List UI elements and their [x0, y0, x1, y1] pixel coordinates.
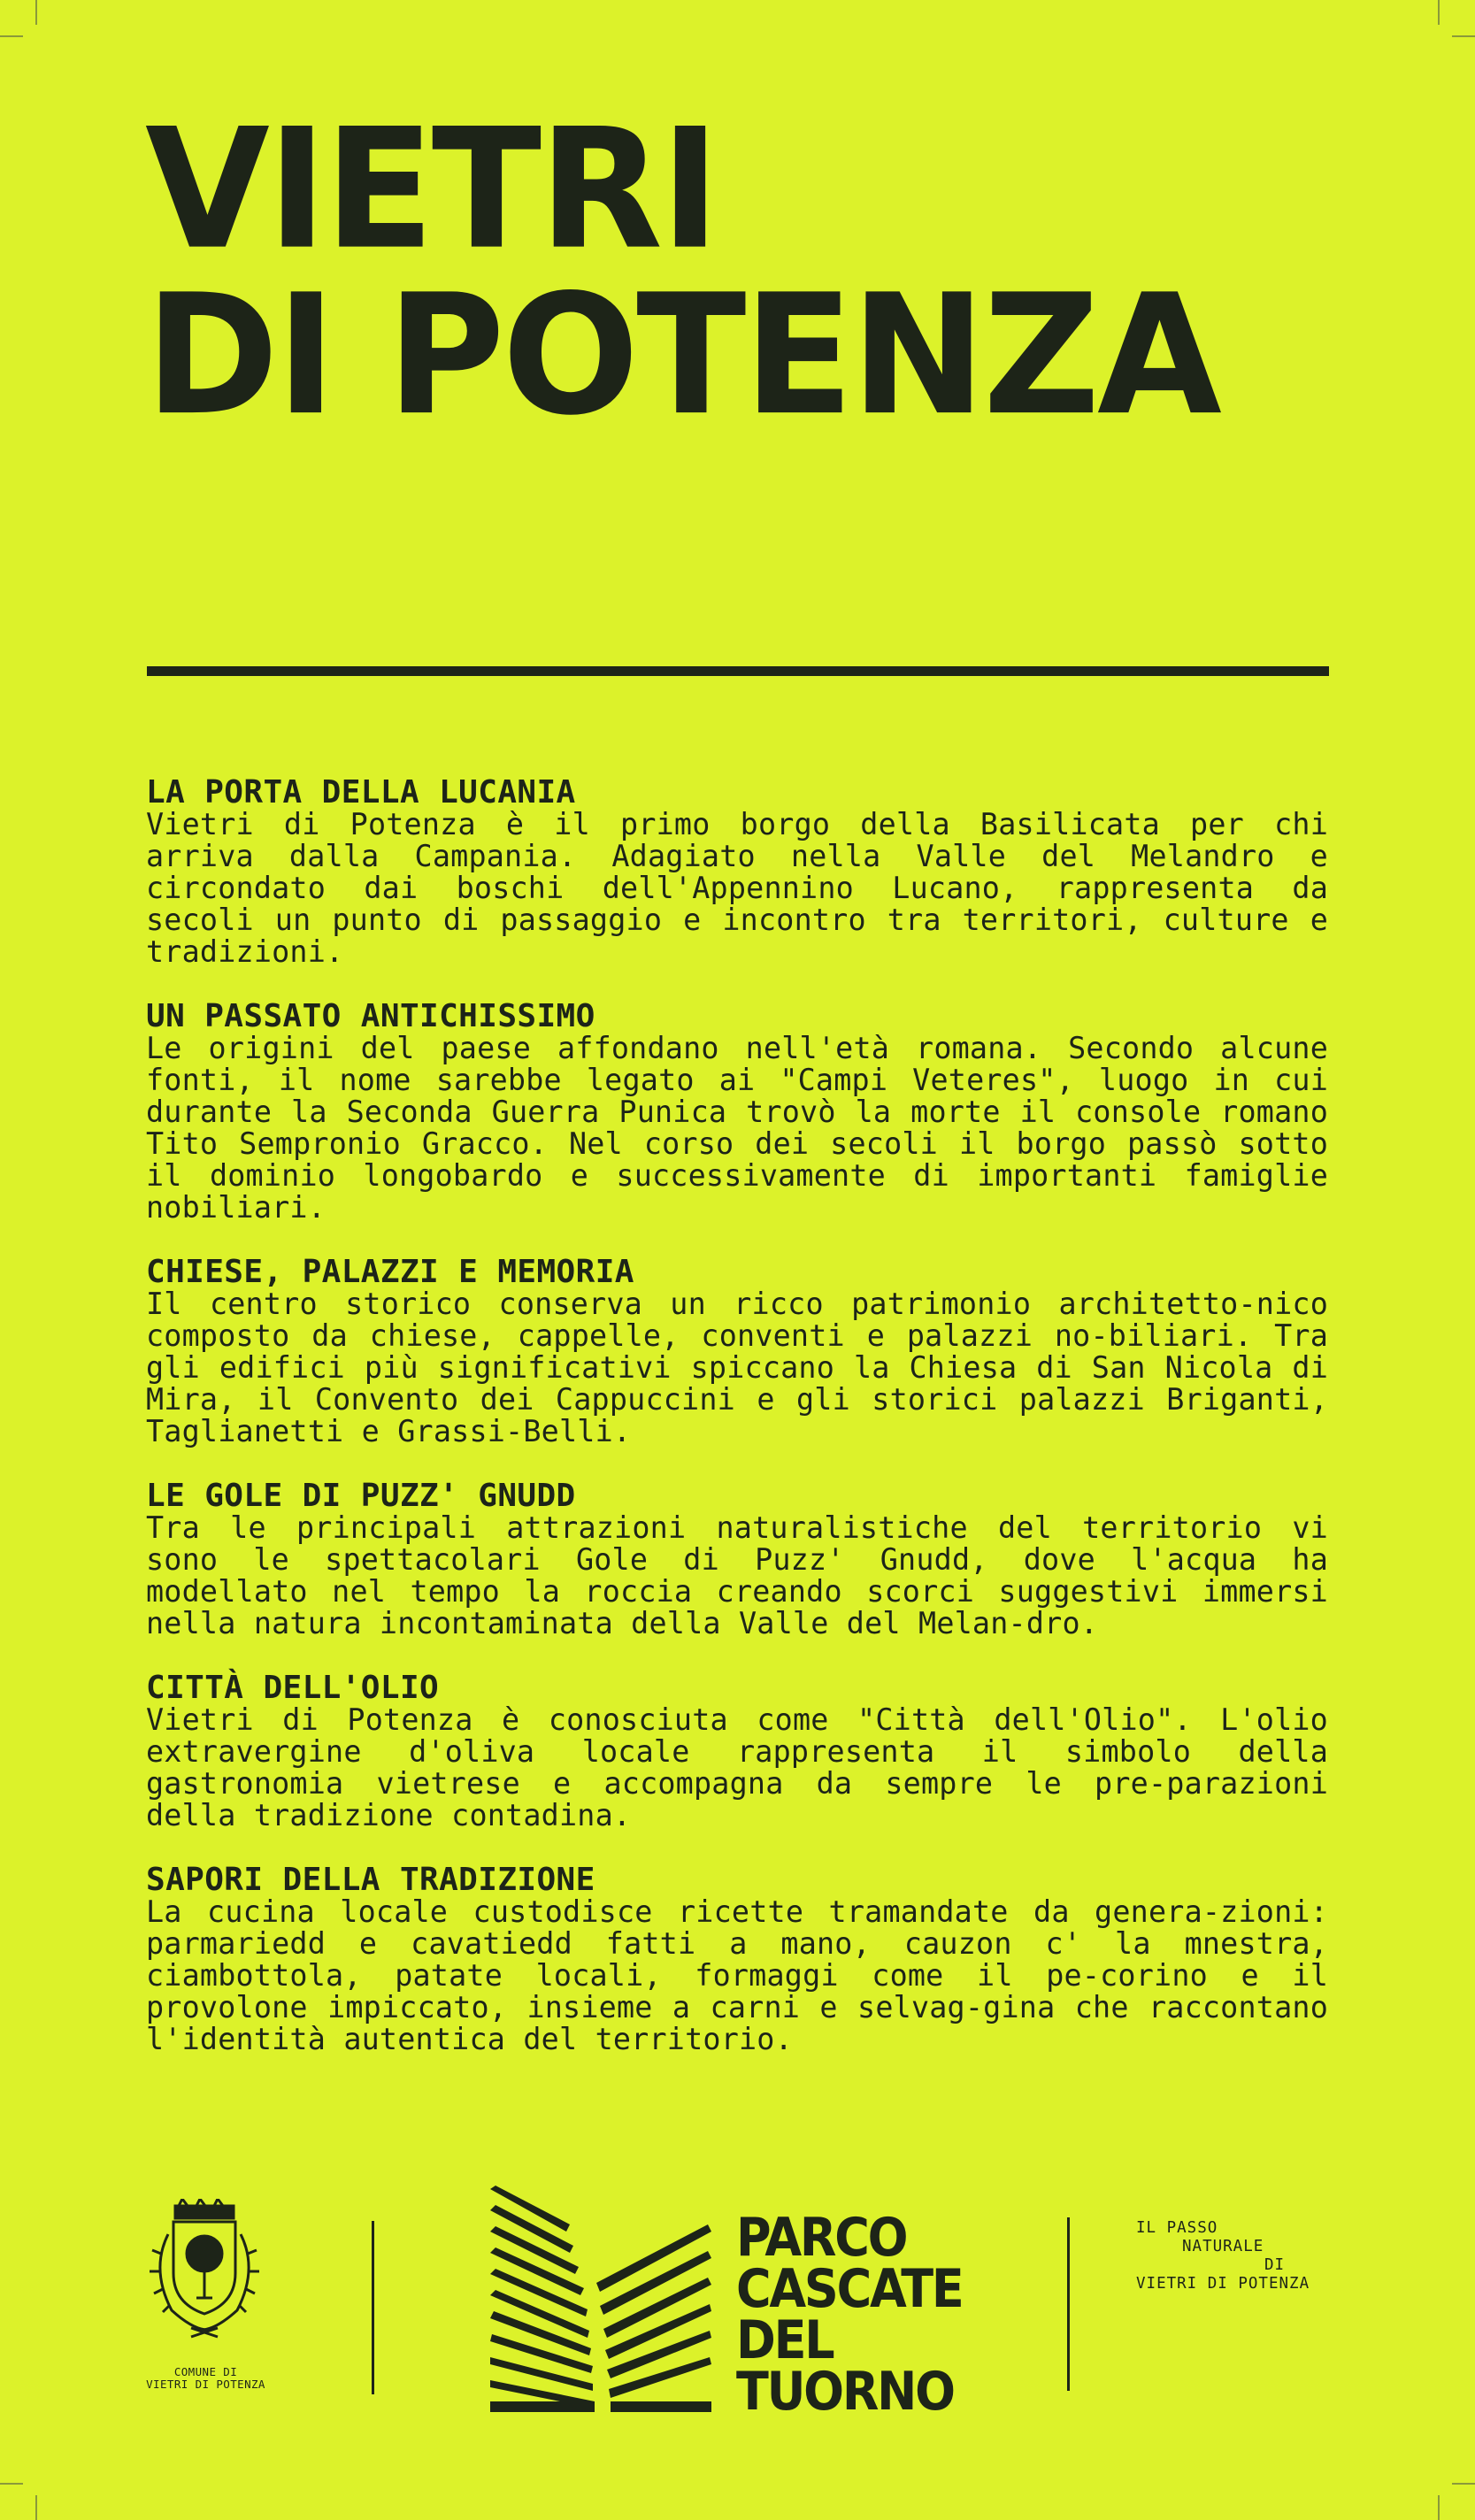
- title-divider: [147, 666, 1329, 676]
- park-name-line: DEL: [736, 2309, 834, 2371]
- section-heading: UN PASSATO ANTICHISSIMO: [146, 998, 595, 1034]
- crop-mark: [35, 2495, 37, 2520]
- tagline-line: VIETRI DI POTENZA: [1136, 2275, 1310, 2293]
- section-gole: [146, 1480, 1328, 1640]
- tagline-line: NATURALE: [1182, 2238, 1264, 2255]
- section-porta-lucania: [146, 774, 1328, 969]
- section-heading: LA PORTA DELLA LUCANIA: [146, 774, 576, 811]
- crop-mark: [1452, 2483, 1475, 2485]
- park-name-line: PARCO: [736, 2207, 907, 2269]
- title-line: DI POTENZA: [145, 258, 1219, 452]
- caption-line: COMUNE DI: [173, 2365, 238, 2378]
- section-body: Le origini del paese affondano nell'età romana. Secondo alcune fonti, il nome sarebbe legato ai "Campi Veteres", luogo in cui durante la Seconda Guerra Punica trovò la morte il console romano Tito Sempronio Gracco. Nel corso dei secoli il borgo passò sotto il dominio longobardo e successivamente di importanti famiglie nobiliari.: [146, 1031, 1328, 1225]
- content-sections: [146, 774, 1328, 2088]
- section-body: Vietri di Potenza è il primo borgo della Basilicata per chi arriva dalla Campania. Adagiato nella Valle del Melandro e circondato dai boschi dell'Appennino Lucano, rappresenta da secoli un punto di passaggio e incontro tra territori, culture e tradizioni.: [146, 807, 1328, 969]
- section-body: Tra le principali attrazioni naturalistiche del territorio vi sono le spettacolari Gole di Puzz' Gnudd, dove l'acqua ha modellato nel tempo la roccia creando scorci suggestivi immersi nella natura incontaminata della Valle del Melan-dro.: [146, 1510, 1328, 1640]
- section-heading: CHIESE, PALAZZI E MEMORIA: [146, 1254, 634, 1290]
- section-passato: [146, 998, 1328, 1225]
- park-name-line: TUORNO: [736, 2361, 954, 2423]
- tagline-line: DI: [1264, 2256, 1286, 2274]
- coat-of-arms-caption: [124, 2366, 288, 2391]
- section-body: Vietri di Potenza è conosciuta come "Città dell'Olio". L'olio extravergine d'oliva locale rappresenta il simbolo della gastronomia vietrese e accompagna da sempre le pre-parazioni della tradizione contadina.: [146, 1702, 1328, 1832]
- caption-line: VIETRI DI POTENZA: [146, 2378, 265, 2391]
- section-body: La cucina locale custodisce ricette tramandate da genera-zioni: parmariedd e cavatiedd fatti a mano, cauzon c' la mnestra, ciambottola, patate locali, formaggi come il pe-corino e il provolone impiccato, insieme a carni e selvag-gina che raccontano l'identità autentica del territorio.: [146, 1894, 1328, 2056]
- cascade-stripes-logo-icon: [487, 2186, 717, 2417]
- crop-mark: [0, 2483, 23, 2485]
- title-line: VIETRI: [145, 92, 718, 286]
- tagline-line: IL PASSO: [1136, 2219, 1218, 2237]
- footer-divider: [1067, 2217, 1070, 2391]
- footer-divider: [372, 2221, 374, 2394]
- section-chiese: [146, 1256, 1328, 1448]
- section-olio: [146, 1672, 1328, 1832]
- crop-mark: [35, 0, 37, 25]
- section-sapori: [146, 1864, 1328, 2055]
- section-heading: LE GOLE DI PUZZ' GNUDD: [146, 1478, 576, 1514]
- park-name-line: CASCATE: [736, 2258, 963, 2320]
- section-body: Il centro storico conserva un ricco patrimonio architetto-nico composto da chiese, cappelle, conventi e palazzi no-biliari. Tra gli edifici più significativi spiccano la Chiesa di San Nicola di Mira, il Convento dei Cappuccini e gli storici palazzi Briganti, Taglianetti e Grassi-Belli.: [146, 1287, 1328, 1448]
- crop-mark: [1438, 0, 1440, 25]
- park-tagline: [1136, 2219, 1331, 2293]
- page-title: [145, 92, 1219, 452]
- coat-of-arms-icon: [142, 2199, 267, 2340]
- park-name: [736, 2207, 963, 2423]
- section-heading: CITTÀ DELL'OLIO: [146, 1670, 440, 1706]
- crop-mark: [1438, 2495, 1440, 2520]
- crop-mark: [1452, 35, 1475, 37]
- crop-mark: [0, 35, 23, 37]
- section-heading: SAPORI DELLA TRADIZIONE: [146, 1862, 595, 1898]
- footer: [0, 2177, 1475, 2442]
